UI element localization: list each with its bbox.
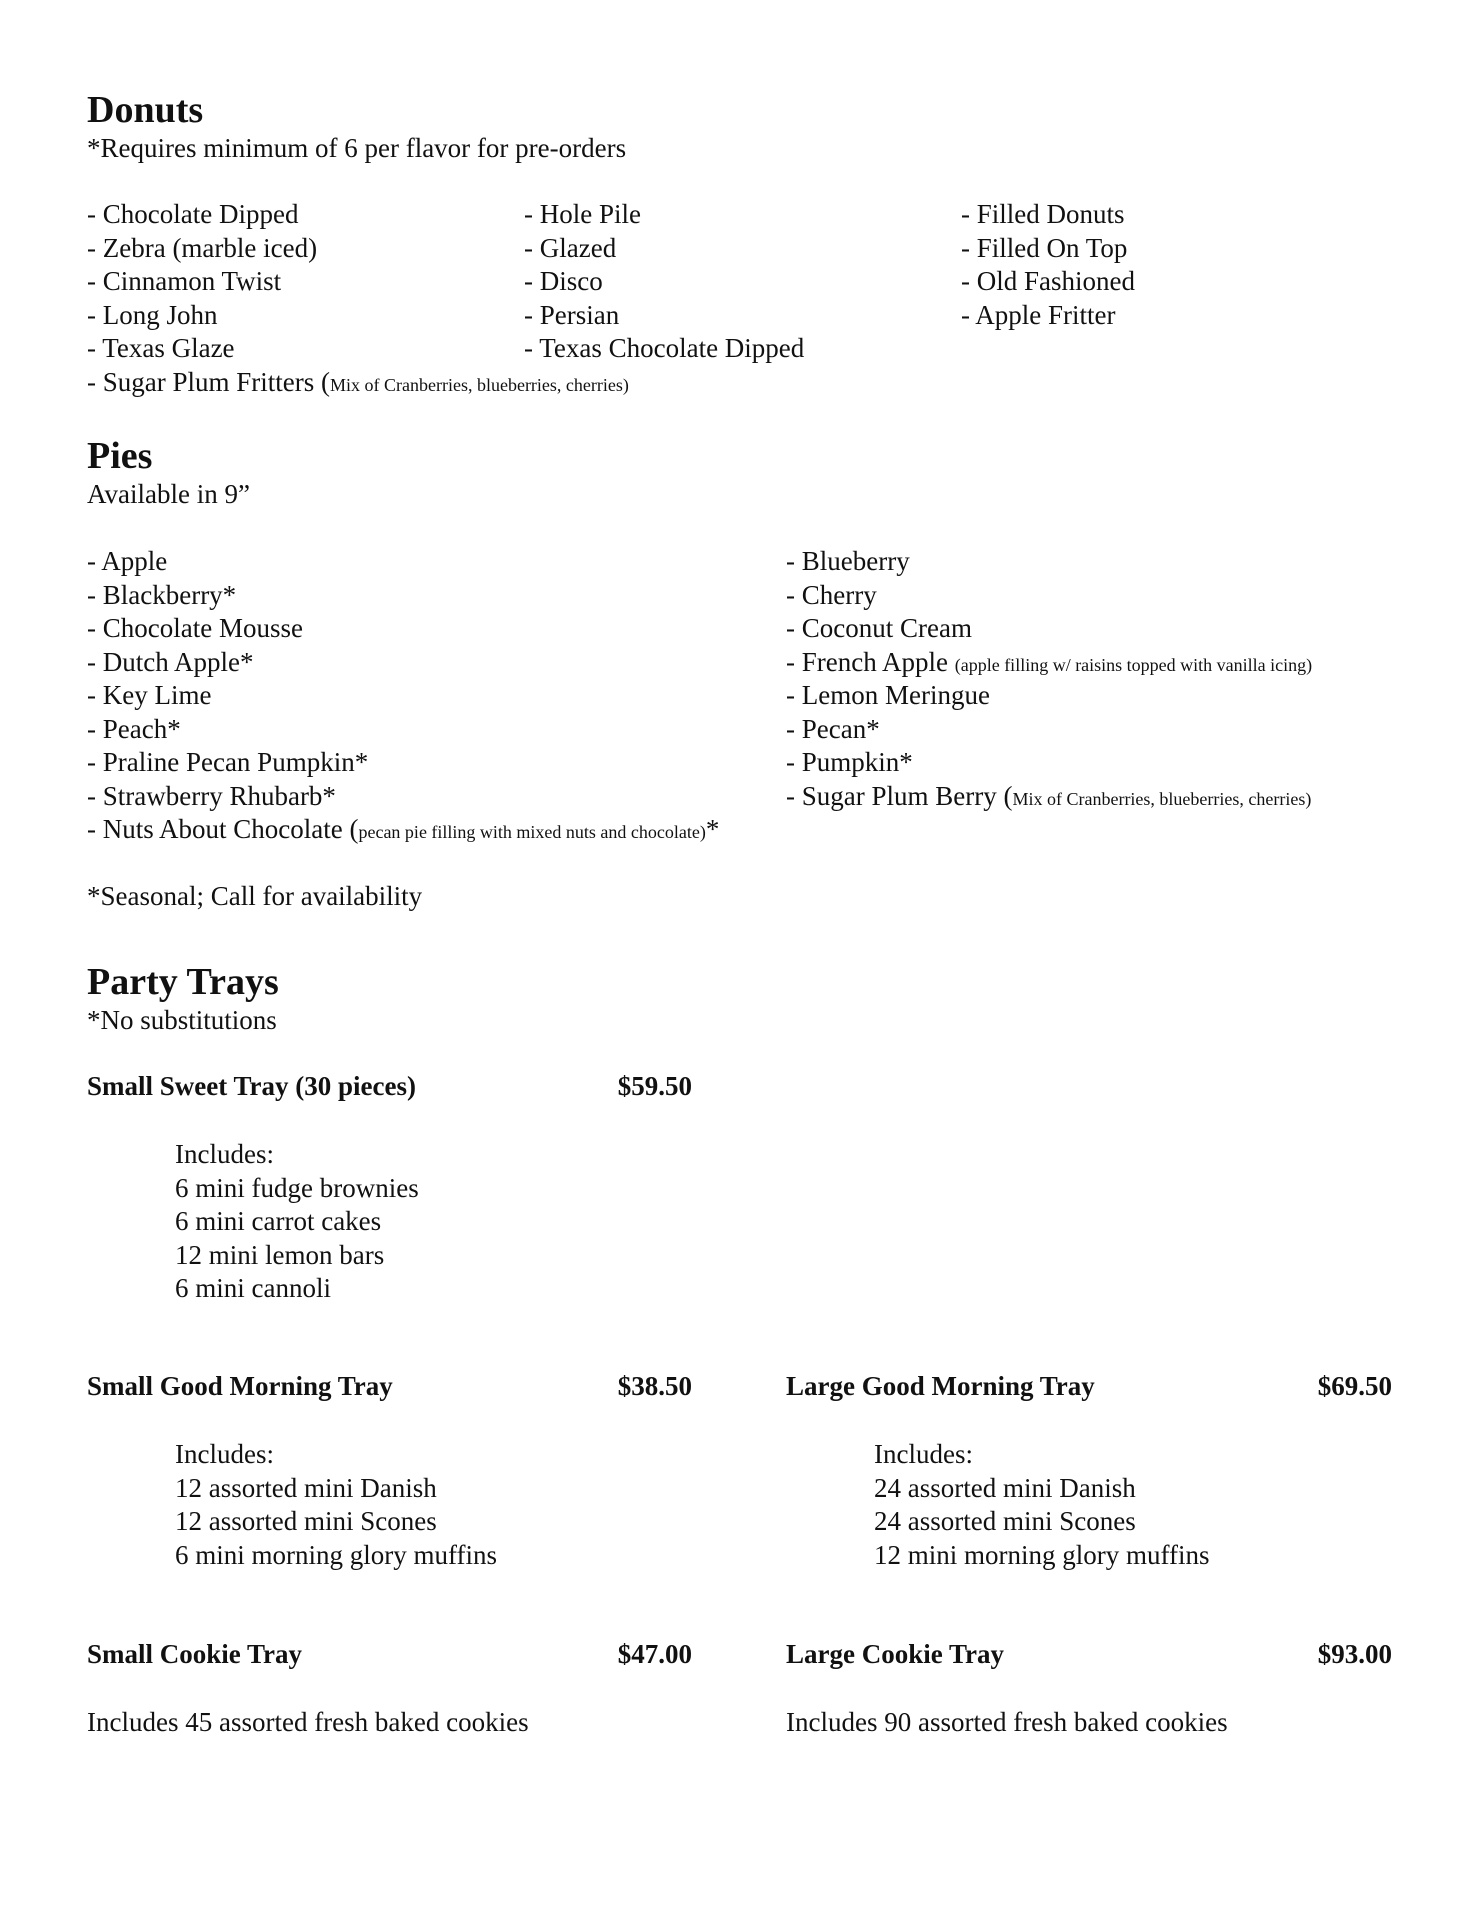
list-item: - Chocolate Dipped bbox=[87, 199, 299, 229]
nuts-about-chocolate-detail: pecan pie filling with mixed nuts and chocolate) bbox=[358, 822, 706, 842]
donuts-column-2 bbox=[524, 198, 804, 366]
french-apple-label: - French Apple bbox=[786, 646, 955, 677]
large-cookie-tray-description: Includes 90 assorted fresh baked cookies bbox=[786, 1707, 1228, 1737]
list-item: - Cinnamon Twist bbox=[87, 266, 282, 296]
list-item: - Key Lime bbox=[87, 680, 212, 710]
pies-note: Available in 9” bbox=[87, 479, 250, 509]
sugar-plum-fritters-label: - Sugar Plum Fritters ( bbox=[87, 366, 330, 397]
sugar-plum-berry-detail: Mix of Cranberries, blueberries, cherries) bbox=[1012, 788, 1312, 809]
party-trays-note: *No substitutions bbox=[87, 1005, 277, 1035]
list-item: - Texas Chocolate Dipped bbox=[524, 333, 805, 363]
party-trays-title: Party Trays bbox=[87, 961, 279, 1003]
list-item: - Chocolate Mousse bbox=[87, 613, 303, 643]
pies-seasonal-note: *Seasonal; Call for availability bbox=[87, 881, 423, 911]
list-item: - Disco bbox=[524, 266, 603, 296]
list-item: 12 assorted mini Scones bbox=[175, 1506, 437, 1536]
list-item: - Dutch Apple* bbox=[87, 646, 254, 677]
large-good-morning-tray-price: $69.50 bbox=[1317, 1371, 1392, 1401]
list-item: 6 mini morning glory muffins bbox=[175, 1539, 497, 1570]
donuts-title: Donuts bbox=[87, 89, 204, 131]
list-item: 12 mini lemon bars bbox=[175, 1239, 385, 1270]
list-item: - Lemon Meringue bbox=[786, 680, 990, 710]
list-item: 12 assorted mini Danish bbox=[175, 1472, 437, 1503]
list-item: 24 assorted mini Scones bbox=[874, 1506, 1136, 1536]
pies-column-1 bbox=[87, 545, 719, 847]
french-apple-item bbox=[786, 646, 1312, 680]
list-item: - Pumpkin* bbox=[786, 747, 913, 777]
large-cookie-tray-price: $93.00 bbox=[1317, 1639, 1392, 1669]
small-good-morning-tray-includes bbox=[175, 1438, 497, 1572]
small-good-morning-tray-price: $38.50 bbox=[617, 1371, 692, 1401]
small-cookie-tray-name: Small Cookie Tray bbox=[87, 1639, 303, 1669]
list-item: - Blackberry* bbox=[87, 579, 237, 610]
list-item: Includes: bbox=[175, 1139, 274, 1169]
list-item: - Strawberry Rhubarb* bbox=[87, 780, 336, 811]
small-sweet-tray-name: Small Sweet Tray (30 pieces) bbox=[87, 1071, 416, 1101]
nuts-about-chocolate-label: - Nuts About Chocolate ( bbox=[87, 814, 359, 844]
sugar-plum-fritters-detail: Mix of Cranberries, blueberries, cherries) bbox=[330, 374, 629, 395]
list-item: 6 mini carrot cakes bbox=[175, 1206, 382, 1236]
nuts-about-chocolate-item bbox=[87, 813, 719, 847]
sugar-plum-berry-label: - Sugar Plum Berry ( bbox=[786, 780, 1013, 811]
small-good-morning-tray-name: Small Good Morning Tray bbox=[87, 1371, 393, 1401]
list-item: 6 mini fudge brownies bbox=[175, 1172, 419, 1203]
donuts-note: *Requires minimum of 6 per flavor for pre-orders bbox=[87, 133, 627, 163]
list-item: - Apple bbox=[87, 546, 168, 576]
list-item: Includes: bbox=[175, 1439, 274, 1469]
list-item: - Long John bbox=[87, 299, 218, 330]
sugar-plum-berry-item bbox=[786, 780, 1312, 814]
list-item: - Cherry bbox=[786, 579, 877, 610]
list-item: - Apple Fritter bbox=[961, 299, 1116, 330]
small-cookie-tray-description: Includes 45 assorted fresh baked cookies bbox=[87, 1707, 529, 1737]
nuts-about-chocolate-suffix: * bbox=[705, 814, 720, 844]
list-item: - Zebra (marble iced) bbox=[87, 232, 318, 263]
list-item: - Filled On Top bbox=[961, 232, 1128, 263]
large-cookie-tray-name: Large Cookie Tray bbox=[786, 1639, 1004, 1669]
list-item: - Praline Pecan Pumpkin* bbox=[87, 747, 369, 777]
list-item: - Persian bbox=[524, 299, 620, 330]
list-item: 24 assorted mini Danish bbox=[874, 1472, 1136, 1503]
french-apple-detail: (apple filling w/ raisins topped with vanilla icing) bbox=[954, 654, 1313, 675]
large-good-morning-tray-name: Large Good Morning Tray bbox=[786, 1371, 1095, 1401]
list-item: - Blueberry bbox=[786, 546, 910, 576]
list-item: - Glazed bbox=[524, 232, 617, 263]
list-item: Includes: bbox=[874, 1439, 973, 1469]
small-cookie-tray-price: $47.00 bbox=[617, 1639, 692, 1669]
small-sweet-tray-price: $59.50 bbox=[617, 1071, 692, 1101]
list-item: - Coconut Cream bbox=[786, 613, 972, 643]
sugar-plum-fritters-item bbox=[87, 366, 629, 400]
list-item: 6 mini cannoli bbox=[175, 1273, 331, 1303]
pies-title: Pies bbox=[87, 435, 153, 477]
list-item: - Hole Pile bbox=[524, 199, 641, 229]
pies-column-2 bbox=[786, 545, 1312, 813]
list-item: - Old Fashioned bbox=[961, 266, 1135, 296]
list-item: - Texas Glaze bbox=[87, 333, 235, 363]
small-sweet-tray-includes bbox=[175, 1138, 419, 1306]
list-item: - Peach* bbox=[87, 713, 181, 744]
list-item: - Filled Donuts bbox=[961, 199, 1125, 229]
list-item: 12 mini morning glory muffins bbox=[874, 1539, 1210, 1570]
donuts-column-3 bbox=[961, 198, 1135, 332]
large-good-morning-tray-includes bbox=[874, 1438, 1210, 1572]
list-item: - Pecan* bbox=[786, 713, 880, 744]
